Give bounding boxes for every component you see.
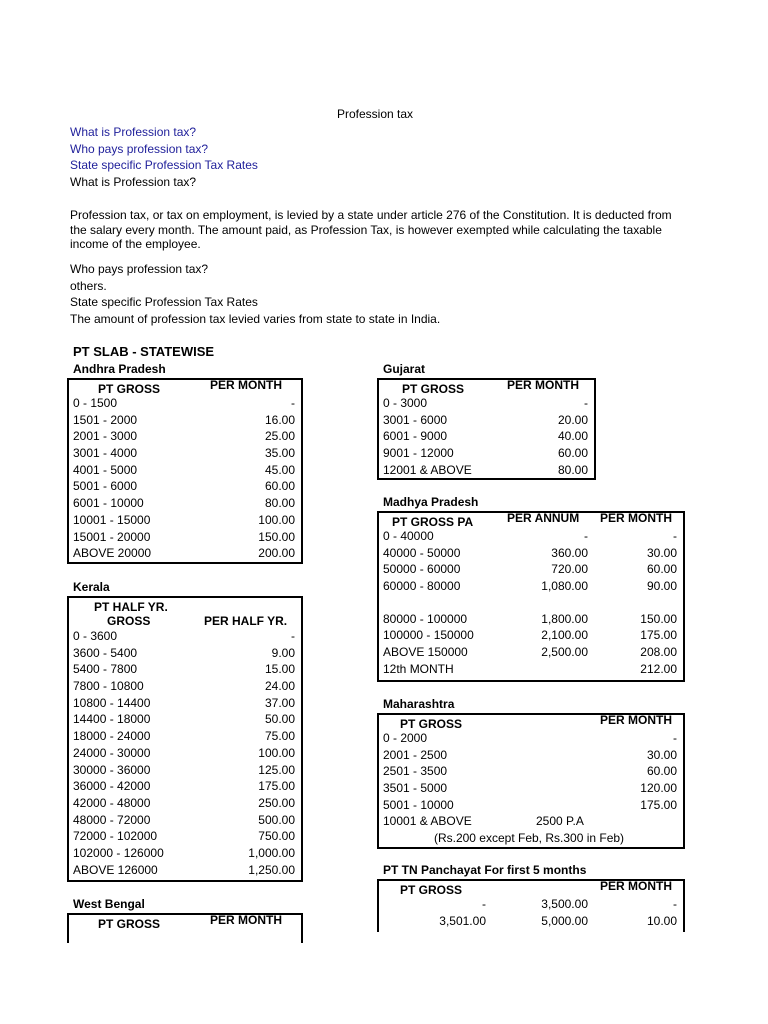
toc-link-who-pays[interactable]: Who pays profession tax?	[70, 141, 209, 156]
state-rates-title: State specific Profession Tax Rates	[70, 295, 258, 309]
table-row	[379, 780, 683, 797]
varies-text: The amount of profession tax levied varies from state to state in India.	[70, 311, 441, 326]
cell-to: 5,000.00	[541, 913, 588, 928]
madhya-heading: Madhya Pradesh	[383, 495, 479, 509]
col-per-month: PER MONTH	[210, 378, 282, 392]
col-per-month: PER MONTH	[507, 378, 579, 392]
cell-range: 10800 - 14400	[73, 695, 151, 710]
table-header	[69, 380, 301, 395]
cell-value: 175.00	[258, 779, 295, 794]
cell-value: 150.00	[640, 611, 677, 626]
table-row	[69, 711, 301, 728]
col-per-month: PER MONTH	[600, 713, 672, 727]
cell-range: 0 - 3000	[383, 396, 428, 410]
maharashtra-note: (Rs.200 except Feb, Rs.300 in Feb)	[433, 831, 625, 846]
table-row	[69, 678, 301, 695]
westbengal-table	[67, 913, 303, 943]
cell-value: 1,250.00	[248, 862, 295, 877]
cell-value: 25.00	[264, 429, 295, 444]
cell-range: 5001 - 6000	[73, 479, 138, 494]
cell-value: -	[291, 629, 295, 643]
cell-value: 175.00	[640, 797, 677, 812]
cell-value: 100.00	[258, 745, 295, 760]
madhya-table	[377, 511, 685, 682]
cell-range: 40000 - 50000	[383, 545, 461, 560]
cell-range: 1501 - 2000	[73, 412, 138, 427]
table-row	[379, 913, 683, 930]
cell-value: -	[291, 396, 295, 410]
table-header	[379, 715, 683, 730]
cell-range: 0 - 40000	[383, 529, 434, 543]
cell-value: 208.00	[640, 645, 677, 660]
cell-range: 5400 - 7800	[73, 662, 138, 677]
cell-range: 15001 - 20000	[73, 529, 151, 544]
table-header	[379, 513, 683, 528]
col-pt-gross-pa: PT GROSS PA	[392, 515, 474, 529]
cell-value: 200.00	[258, 546, 295, 561]
table-row	[69, 445, 301, 462]
cell-value: 212.00	[640, 661, 677, 676]
tn-table	[377, 879, 685, 932]
col-pt-gross: PT GROSS	[98, 382, 161, 396]
col-gross: GROSS	[107, 614, 151, 628]
table-row	[69, 728, 301, 745]
cell-range: 0 - 2000	[383, 731, 428, 745]
cell-annual: 1,800.00	[541, 611, 588, 626]
who-pays-title: Who pays profession tax?	[70, 262, 209, 276]
cell-value: 30.00	[646, 747, 677, 762]
table-row	[69, 645, 301, 662]
cell-range: 80000 - 100000	[383, 611, 468, 626]
cell-to: 3,500.00	[541, 897, 588, 911]
table-row	[379, 661, 683, 678]
toc-link-what-is[interactable]: What is Profession tax?	[70, 125, 197, 139]
table-row	[379, 644, 683, 661]
cell-annual: 2,100.00	[541, 628, 588, 643]
table-row	[69, 745, 301, 762]
cell-from: -	[482, 897, 486, 911]
table-row	[69, 545, 301, 562]
table-row	[69, 845, 301, 862]
col-pt-half-yr: PT HALF YR.	[94, 600, 168, 614]
col-pt-gross: PT GROSS	[400, 717, 463, 731]
table-row	[379, 611, 683, 628]
table-row	[69, 428, 301, 445]
cell-value: 37.00	[264, 695, 295, 710]
cell-range: 0 - 1500	[73, 396, 118, 410]
table-row	[69, 661, 301, 678]
cell-range: 3501 - 5000	[383, 781, 448, 796]
table-row	[69, 412, 301, 429]
table-row	[69, 462, 301, 479]
table-header	[379, 881, 683, 896]
cell-value: 80.00	[557, 462, 588, 477]
cell-value: 60.00	[557, 446, 588, 461]
cell-range: 24000 - 30000	[73, 745, 151, 760]
who-pays-section	[70, 261, 440, 327]
cell-value: 16.00	[264, 412, 295, 427]
col-pt-gross: PT GROSS	[400, 883, 463, 897]
cell-range: 3001 - 6000	[383, 412, 448, 427]
cell-value: 125.00	[258, 762, 295, 777]
section-title-what-is: What is Profession tax?	[70, 174, 197, 189]
cell-value: 10.00	[646, 913, 677, 928]
cell-range: 42000 - 48000	[73, 795, 151, 810]
cell-value: 1,000.00	[248, 845, 295, 860]
cell-range: 102000 - 126000	[73, 845, 164, 860]
table-row	[379, 462, 594, 479]
col-per-month: PER MONTH	[600, 879, 672, 893]
cell-value: 100.00	[258, 512, 295, 527]
cell-value: 250.00	[258, 795, 295, 810]
col-pt-gross: PT GROSS	[98, 917, 161, 931]
table-row	[379, 545, 683, 562]
table-row	[379, 730, 683, 747]
cell-range: 2001 - 2500	[383, 747, 448, 762]
cell-value: 75.00	[264, 729, 295, 744]
cell-value: -	[673, 529, 677, 543]
table-row	[379, 830, 683, 847]
cell-value: 15.00	[264, 662, 295, 677]
toc-link-state-rates[interactable]: State specific Profession Tax Rates	[70, 158, 258, 172]
cell-range: 18000 - 24000	[73, 729, 151, 744]
table-row	[379, 578, 683, 595]
gujarat-table	[377, 378, 596, 480]
table-row	[69, 762, 301, 779]
cell-value: -	[673, 897, 677, 911]
cell-range: 100000 - 150000	[383, 628, 474, 643]
table-row	[379, 412, 594, 429]
cell-value: 120.00	[640, 781, 677, 796]
cell-from: 3,501.00	[439, 913, 486, 928]
kerala-table	[67, 596, 303, 882]
table-row	[69, 828, 301, 845]
table-row	[69, 478, 301, 495]
cell-value: -	[584, 396, 588, 410]
cell-range: 30000 - 36000	[73, 762, 151, 777]
cell-annual: -	[584, 529, 588, 543]
cell-value: 2500 P.A	[536, 814, 584, 829]
cell-value: 20.00	[557, 412, 588, 427]
page-title: Profession tax	[336, 107, 414, 121]
table-row	[379, 627, 683, 644]
cell-value: 45.00	[264, 462, 295, 477]
cell-range: ABOVE 20000	[73, 546, 152, 561]
cell-value: 80.00	[264, 496, 295, 511]
cell-range: 14400 - 18000	[73, 712, 151, 727]
cell-range: 10001 & ABOVE	[383, 814, 472, 829]
table-row	[69, 395, 301, 412]
maharashtra-heading: Maharashtra	[383, 697, 455, 711]
table-row	[379, 813, 683, 830]
table-row	[69, 512, 301, 529]
table-of-contents	[70, 124, 258, 190]
cell-value: 60.00	[264, 479, 295, 494]
cell-value: -	[673, 731, 677, 745]
table-row	[69, 628, 301, 645]
maharashtra-table	[377, 713, 685, 849]
cell-range: ABOVE 150000	[383, 645, 468, 660]
table-row	[379, 747, 683, 764]
cell-range: 9001 - 12000	[383, 446, 454, 461]
table-row	[379, 428, 594, 445]
table-row	[69, 862, 301, 879]
tn-heading: PT TN Panchayat For first 5 months	[383, 863, 587, 877]
cell-range: 6001 - 9000	[383, 429, 448, 444]
cell-value: 50.00	[264, 712, 295, 727]
cell-annual: 720.00	[551, 562, 588, 577]
table-row	[379, 763, 683, 780]
cell-range: 3600 - 5400	[73, 645, 138, 660]
col-per-month: PER MONTH	[600, 511, 672, 525]
andhra-heading: Andhra Pradesh	[73, 362, 166, 376]
andhra-table	[67, 378, 303, 564]
cell-range: 50000 - 60000	[383, 562, 461, 577]
table-row	[379, 395, 594, 412]
table-row	[379, 896, 683, 913]
cell-value: 150.00	[258, 529, 295, 544]
cell-range: 5001 - 10000	[383, 797, 454, 812]
cell-value: 60.00	[646, 562, 677, 577]
col-pt-gross: PT GROSS	[402, 382, 465, 396]
table-row	[379, 445, 594, 462]
cell-range: 2001 - 3000	[73, 429, 138, 444]
table-row	[69, 529, 301, 546]
cell-range: 0 - 3600	[73, 629, 118, 643]
table-row	[69, 795, 301, 812]
intro-paragraph: Profession tax, or tax on employment, is levied by a state under article 276 of the Constitution. It is deducted from the salary every month. The amount paid, as Profession Tax, is however exempted while calculating the taxable income of the employee.	[70, 208, 672, 251]
col-per-half-yr: PER HALF YR.	[204, 614, 288, 628]
cell-value: 40.00	[557, 429, 588, 444]
cell-range: 36000 - 42000	[73, 779, 151, 794]
cell-range: 12th MONTH	[383, 661, 454, 676]
cell-value: 175.00	[640, 628, 677, 643]
cell-value: 500.00	[258, 812, 295, 827]
table-header	[69, 915, 301, 930]
table-row	[69, 778, 301, 795]
westbengal-heading: West Bengal	[73, 897, 145, 911]
table-row	[379, 561, 683, 578]
table-row	[69, 495, 301, 512]
table-row	[69, 695, 301, 712]
cell-annual: 2,500.00	[541, 645, 588, 660]
cell-range: 10001 - 15000	[73, 512, 151, 527]
col-per-month: PER MONTH	[210, 913, 282, 927]
cell-range: 6001 - 10000	[73, 496, 144, 511]
pt-slab-heading: PT SLAB - STATEWISE	[73, 344, 215, 359]
col-per-annum: PER ANNUM	[507, 511, 580, 525]
cell-value: 90.00	[646, 579, 677, 594]
gujarat-heading: Gujarat	[383, 362, 426, 376]
table-header	[379, 380, 594, 395]
others-text: others.	[70, 278, 107, 293]
cell-value: 35.00	[264, 446, 295, 461]
cell-range: 72000 - 102000	[73, 829, 158, 844]
table-row	[69, 812, 301, 829]
table-row	[379, 797, 683, 814]
cell-value: 9.00	[271, 645, 295, 660]
kerala-heading: Kerala	[73, 580, 110, 594]
cell-annual: 360.00	[551, 545, 588, 560]
cell-range: 60000 - 80000	[383, 579, 461, 594]
cell-range: 48000 - 72000	[73, 812, 151, 827]
cell-value: 750.00	[258, 829, 295, 844]
cell-value: 24.00	[264, 679, 295, 694]
cell-annual: 1,080.00	[541, 579, 588, 594]
cell-value: 30.00	[646, 545, 677, 560]
cell-range: 2501 - 3500	[383, 764, 448, 779]
cell-range: 4001 - 5000	[73, 462, 138, 477]
cell-range: 7800 - 10800	[73, 679, 144, 694]
cell-range: 12001 & ABOVE	[383, 462, 472, 477]
cell-range: ABOVE 126000	[73, 862, 158, 877]
table-row	[379, 528, 683, 545]
cell-value: 60.00	[646, 764, 677, 779]
table-header	[69, 598, 301, 628]
cell-range: 3001 - 4000	[73, 446, 138, 461]
